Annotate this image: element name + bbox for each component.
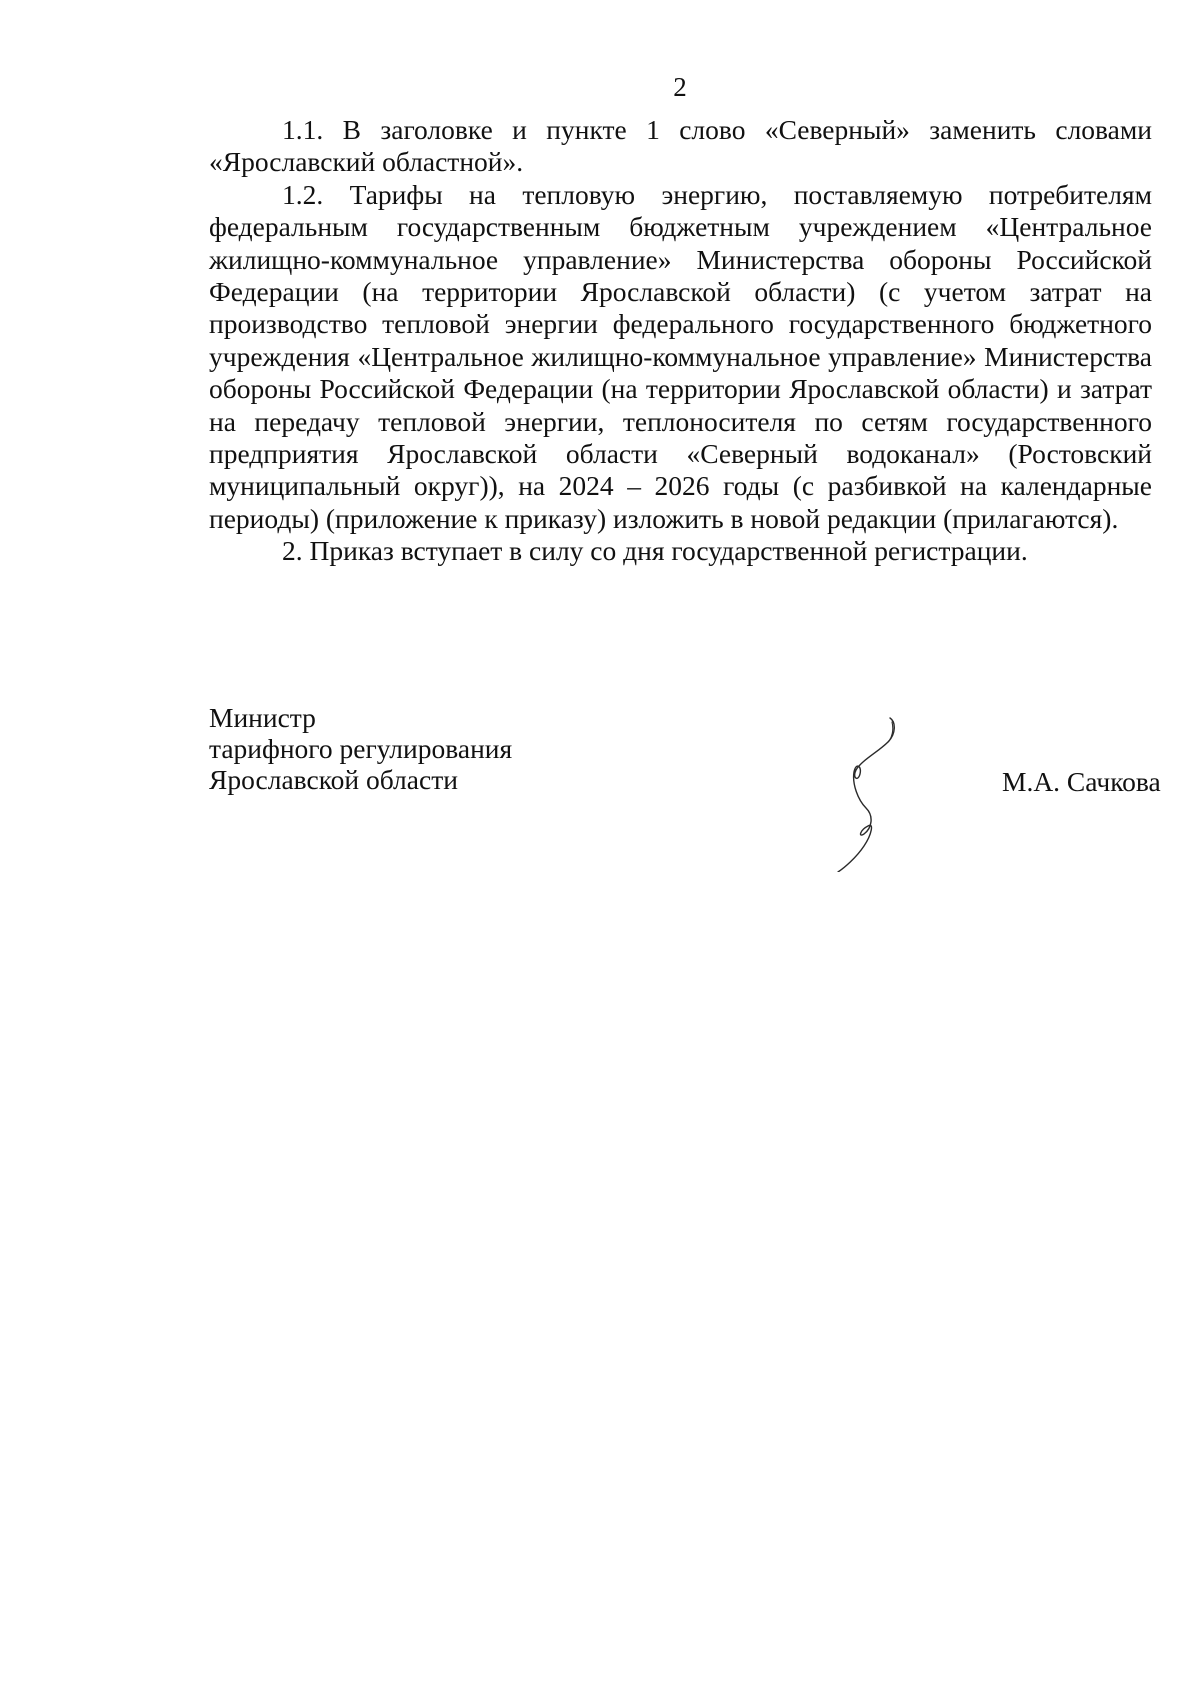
document-body <box>209 114 1152 568</box>
paragraph-1-1: 1.1. В заголовке и пункте 1 слово «Северный» заменить словами «Ярославский областной». <box>209 114 1152 178</box>
paragraph-1-2: 1.2. Тарифы на тепловую энергию, поставляемую потребителям федеральным государственным бюджетным учреждением «Центральное жилищно-коммунальное управление» Министерства обороны Российской Федерации (на территории Ярославской области) (с учетом затрат на производство тепловой энергии федерального государственного бюджетного учреждения «Центральное жилищно-коммунальное управление» Министерства обороны Российской Федерации (на территории Ярославской области) и затрат на передачу тепловой энергии, теплоносителя по сетям государственного предприятия Ярославской области «Северный водоканал» (Ростовский муниципальный округ)), на 2024 – 2026 годы (с разбивкой на календарные периоды) (приложение к приказу) изложить в новой редакции (прилагаются). <box>209 178 1152 534</box>
signatory-position-line: Министр <box>209 702 316 733</box>
paragraph-2: 2. Приказ вступает в силу со дня государственной регистрации. <box>282 535 1028 567</box>
signatory-position <box>209 702 512 795</box>
page-number: 2 <box>673 72 687 102</box>
handwritten-signature <box>822 712 922 872</box>
signatory-name: М.А. Сачкова <box>1002 766 1161 797</box>
signatory-position-line: Ярославской области <box>209 764 458 795</box>
signatory-position-line: тарифного регулирования <box>209 733 513 764</box>
